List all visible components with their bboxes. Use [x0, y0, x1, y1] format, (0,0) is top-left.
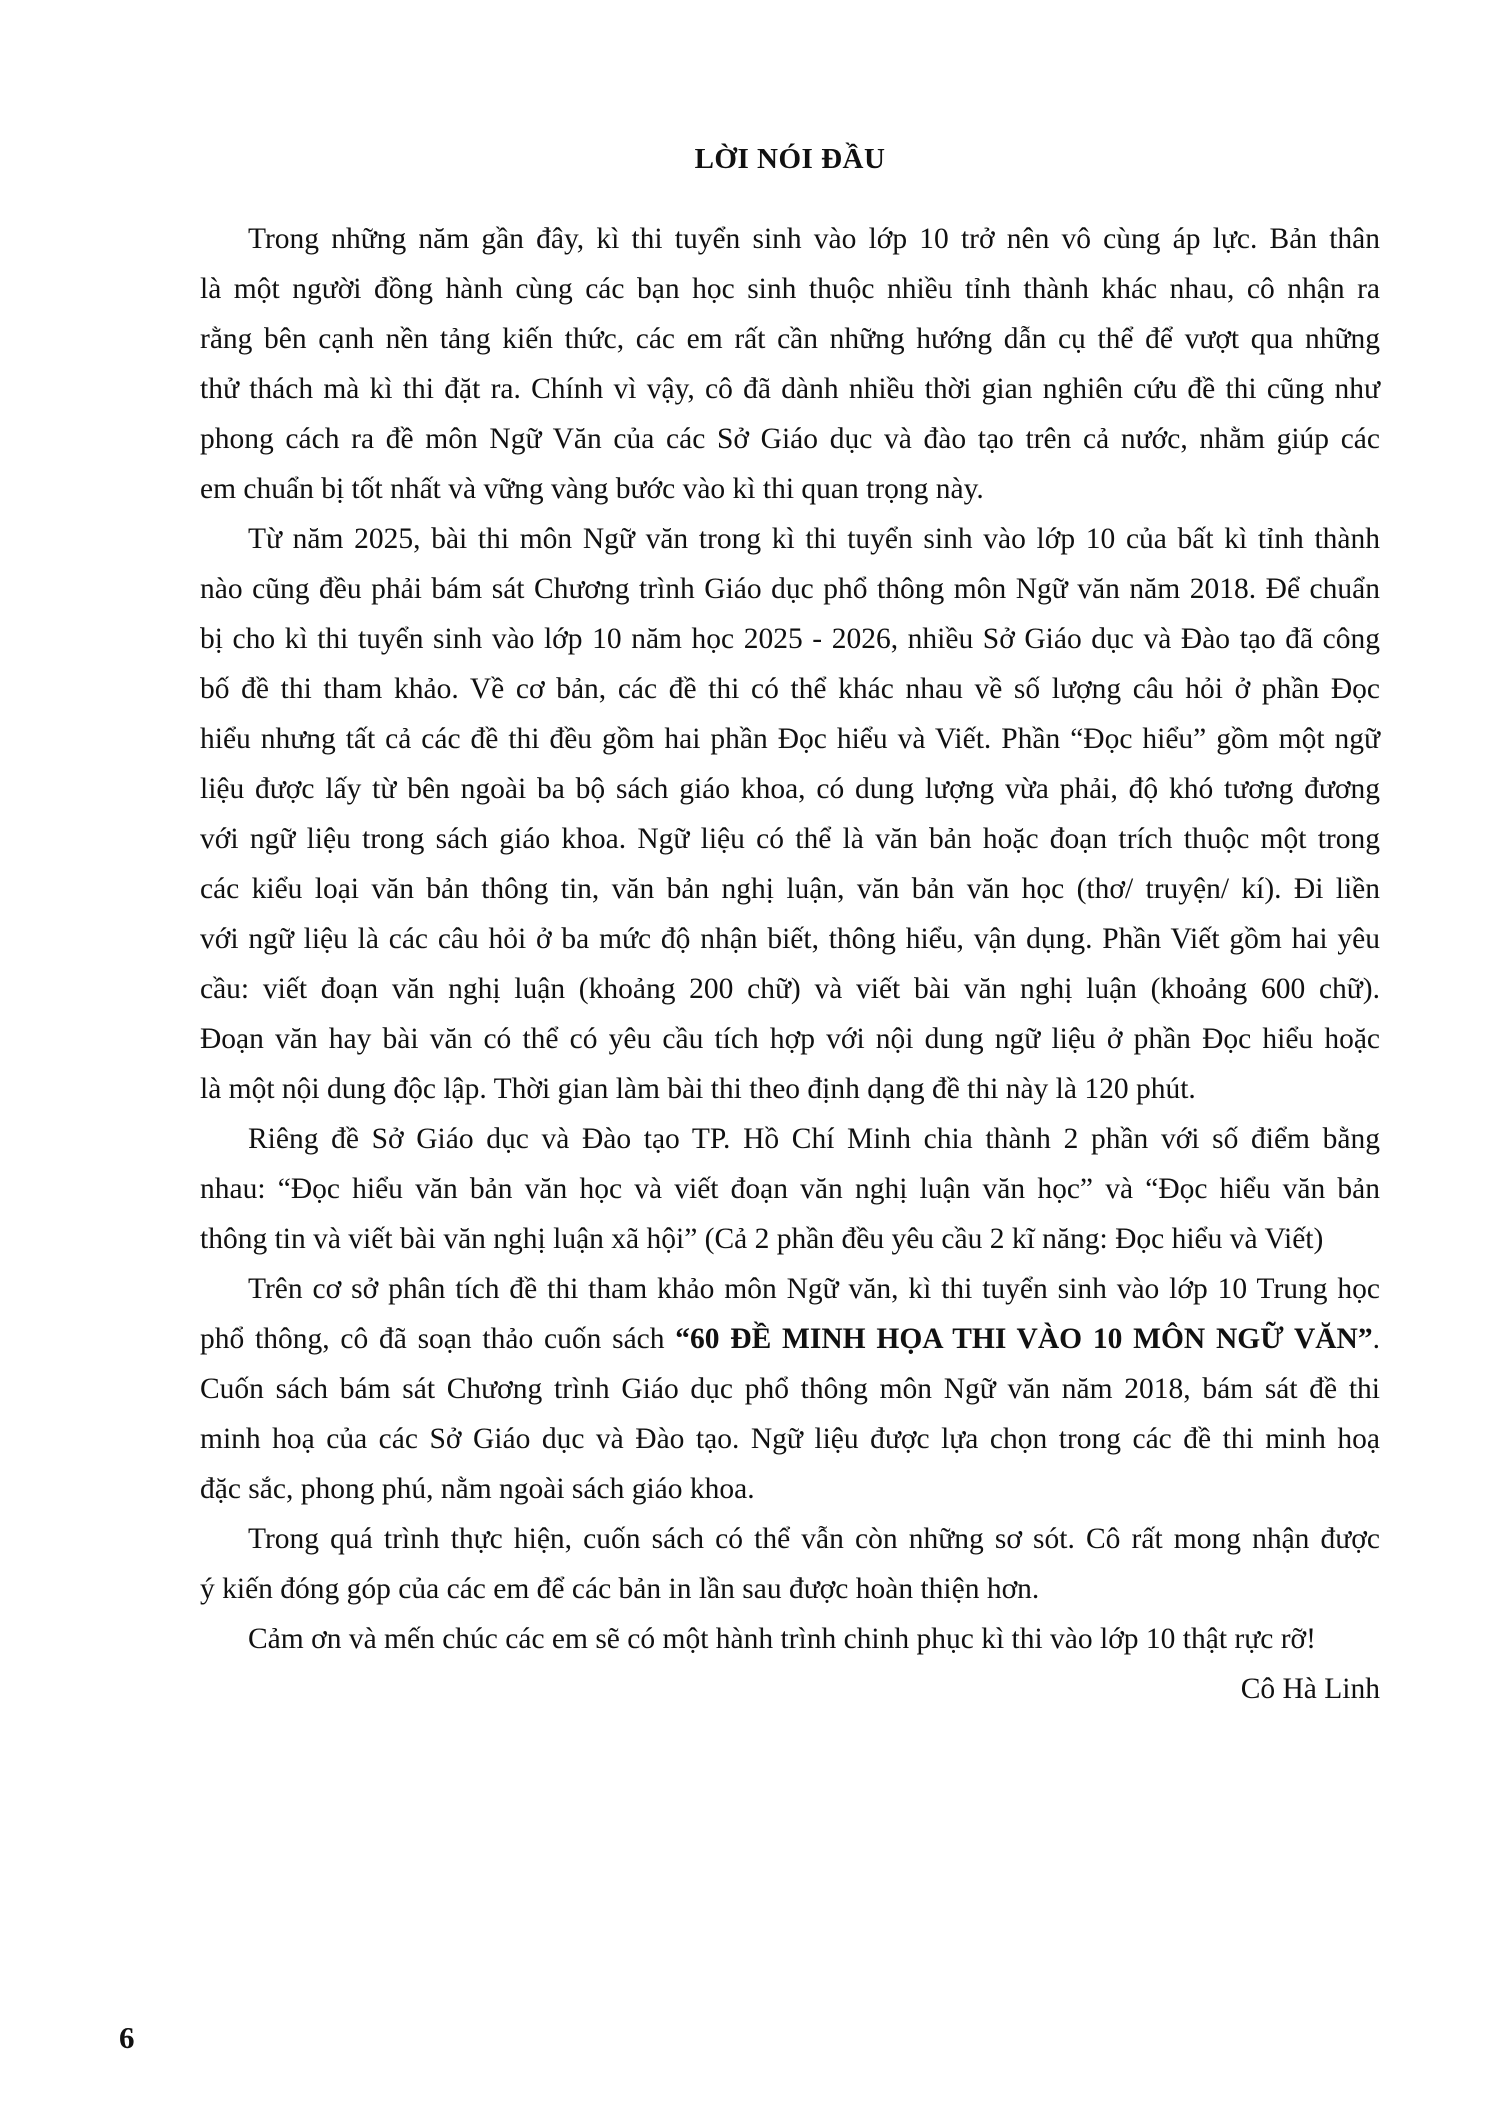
text-line: Đoạn văn hay bài văn có thể có yêu cầu tích hợp với nội dung ngữ liệu ở phần Đọc hiểu hoặc	[200, 1023, 1380, 1055]
text-segment: phổ thông, cô đã soạn thảo cuốn sách	[200, 1323, 676, 1355]
text-line	[200, 1314, 1380, 1364]
text-line: Từ năm 2025, bài thi môn Ngữ văn trong kì thi tuyển sinh vào lớp 10 của bất kì tỉnh thành	[248, 523, 1380, 555]
paragraph-6	[200, 1614, 1380, 1664]
text-line: minh hoạ của các Sở Giáo dục và Đào tạo. Ngữ liệu được lựa chọn trong các đề thi minh hoạ	[200, 1423, 1380, 1455]
text-line: với ngữ liệu trong sách giáo khoa. Ngữ liệu có thể là văn bản hoặc đoạn trích thuộc một trong	[200, 823, 1380, 855]
book-title: “60 ĐỀ MINH HỌA THI VÀO 10 MÔN NGỮ VĂN”	[675, 1323, 1373, 1355]
text-line: với ngữ liệu là các câu hỏi ở ba mức độ nhận biết, thông hiểu, vận dụng. Phần Viết gồm hai yêu	[200, 923, 1380, 955]
paragraph-3	[200, 1114, 1380, 1264]
text-line: thông tin và viết bài văn nghị luận xã hội” (Cả 2 phần đều yêu cầu 2 kĩ năng: Đọc hiểu và Viết)	[200, 1223, 1324, 1255]
text-line: là một người đồng hành cùng các bạn học sinh thuộc nhiều tỉnh thành khác nhau, cô nhận ra	[200, 273, 1380, 305]
text-line: nhau: “Đọc hiểu văn bản văn học và viết đoạn văn nghị luận văn học” và “Đọc hiểu văn bản	[200, 1173, 1380, 1205]
text-line: Cuốn sách bám sát Chương trình Giáo dục phổ thông môn Ngữ văn năm 2018, bám sát đề thi	[200, 1373, 1380, 1405]
paragraph-5	[200, 1514, 1380, 1614]
paragraph-2	[200, 514, 1380, 1114]
text-line: hiểu nhưng tất cả các đề thi đều gồm hai phần Đọc hiểu và Viết. Phần “Đọc hiểu” gồm một ngữ	[200, 723, 1380, 755]
text-line: cầu: viết đoạn văn nghị luận (khoảng 200 chữ) và viết bài văn nghị luận (khoảng 600 chữ).	[200, 973, 1380, 1005]
text-line: em chuẩn bị tốt nhất và vững vàng bước vào kì thi quan trọng này.	[200, 473, 984, 505]
text-line: Trong quá trình thực hiện, cuốn sách có thể vẫn còn những sơ sót. Cô rất mong nhận được	[248, 1523, 1380, 1555]
text-line: phong cách ra đề môn Ngữ Văn của các Sở Giáo dục và đào tạo trên cả nước, nhằm giúp các	[200, 423, 1380, 455]
page-number: 6	[119, 2020, 135, 2055]
text-line: Trong những năm gần đây, kì thi tuyển sinh vào lớp 10 trở nên vô cùng áp lực. Bản thân	[248, 223, 1380, 255]
text-line: đặc sắc, phong phú, nằm ngoài sách giáo khoa.	[200, 1473, 755, 1505]
text-line: Riêng đề Sở Giáo dục và Đào tạo TP. Hồ Chí Minh chia thành 2 phần với số điểm bằng	[248, 1123, 1380, 1155]
text-line: ý kiến đóng góp của các em để các bản in lần sau được hoàn thiện hơn.	[200, 1573, 1040, 1605]
text-line: liệu được lấy từ bên ngoài ba bộ sách giáo khoa, có dung lượng vừa phải, độ khó tương đương	[200, 773, 1380, 805]
page-title: LỜI NÓI ĐẦU	[694, 143, 886, 175]
text-segment: .	[1372, 1323, 1380, 1355]
text-line: bị cho kì thi tuyển sinh vào lớp 10 năm học 2025 - 2026, nhiều Sở Giáo dục và Đào tạo đã công	[200, 623, 1380, 655]
text-line: Cảm ơn và mến chúc các em sẽ có một hành trình chinh phục kì thi vào lớp 10 thật rực rỡ!	[248, 1623, 1316, 1655]
text-line: bố đề thi tham khảo. Về cơ bản, các đề thi có thể khác nhau về số lượng câu hỏi ở phần Đọc	[200, 673, 1380, 705]
text-line: nào cũng đều phải bám sát Chương trình Giáo dục phổ thông môn Ngữ văn năm 2018. Để chuẩn	[200, 573, 1380, 605]
text-line: Trên cơ sở phân tích đề thi tham khảo môn Ngữ văn, kì thi tuyển sinh vào lớp 10 Trung học	[248, 1273, 1380, 1305]
text-line: rằng bên cạnh nền tảng kiến thức, các em rất cần những hướng dẫn cụ thể để vượt qua những	[200, 323, 1380, 355]
paragraph-1	[200, 214, 1380, 514]
text-line: thử thách mà kì thi đặt ra. Chính vì vậy, cô đã dành nhiều thời gian nghiên cứu đề thi cũng như	[200, 373, 1380, 405]
text-line: các kiểu loại văn bản thông tin, văn bản nghị luận, văn bản văn học (thơ/ truyện/ kí). Đi liền	[200, 873, 1380, 905]
signature: Cô Hà Linh	[1240, 1673, 1380, 1705]
page-content	[200, 140, 1380, 1714]
text-line: là một nội dung độc lập. Thời gian làm bài thi theo định dạng đề thi này là 120 phút.	[200, 1073, 1196, 1105]
paragraph-4	[200, 1264, 1380, 1514]
